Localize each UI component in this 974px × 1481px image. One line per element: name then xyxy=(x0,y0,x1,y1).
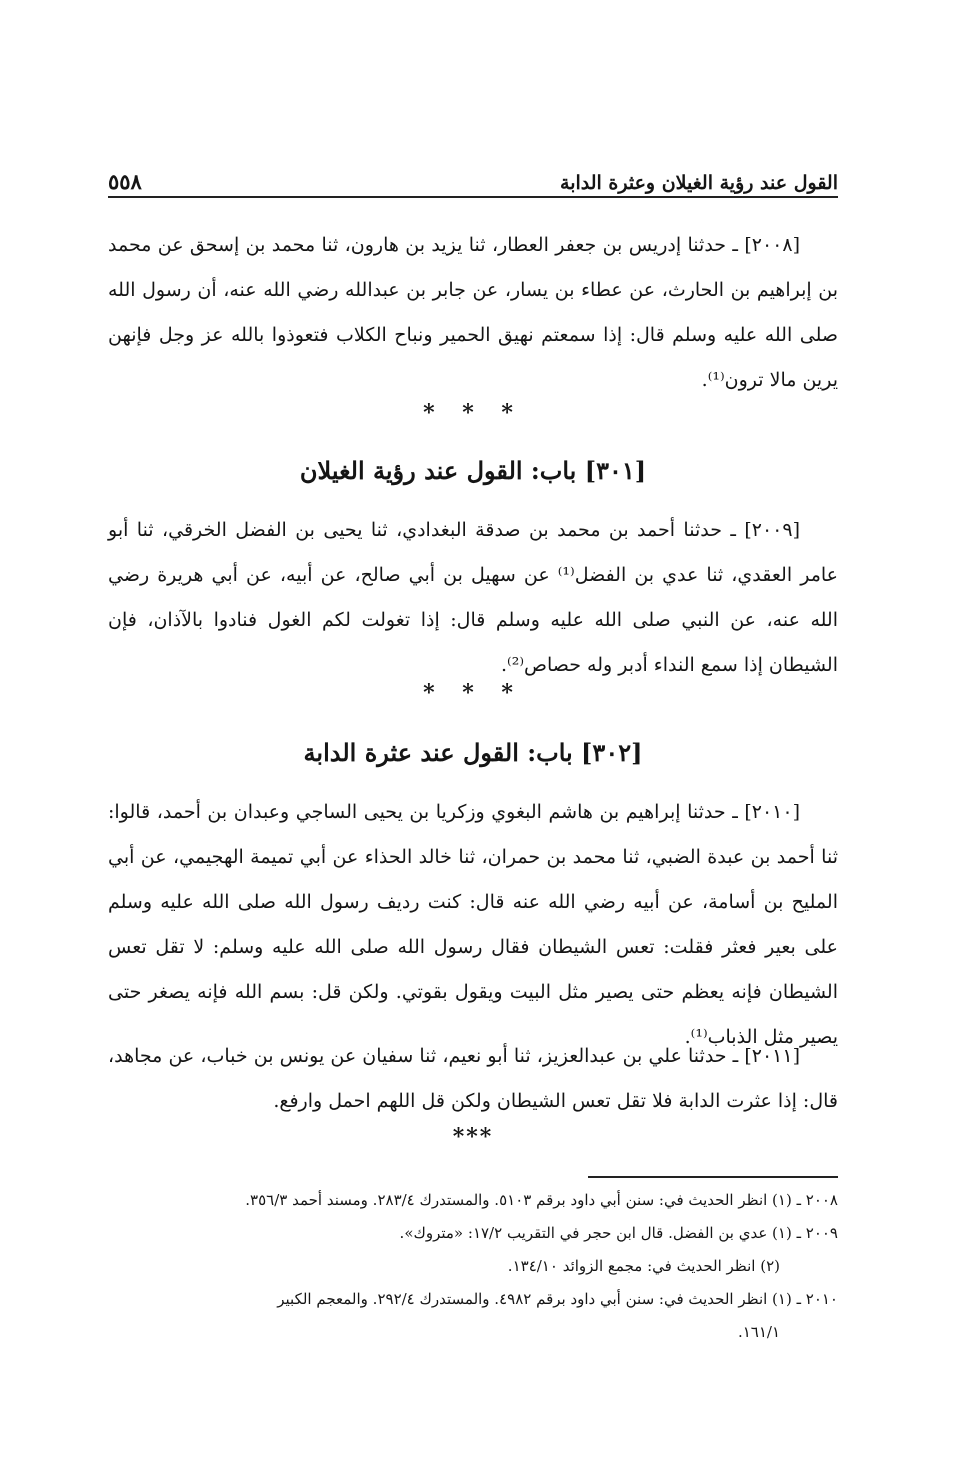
hadith-2008 xyxy=(108,223,838,403)
separator-3: *** xyxy=(452,1124,494,1150)
chapter-301-heading: [٣٠١] باب: القول عند رؤية الغيلان xyxy=(299,456,647,485)
separator-1: * * * xyxy=(423,400,523,426)
footnote-2010: ٢٠١٠ ـ (١) انظر الحديث في: سنن أبي داود برقم ٤٩٨٢. والمستدرك ٢٩٢/٤. والمعجم الكبير xyxy=(277,1290,838,1308)
hadith-2010 xyxy=(108,790,838,1060)
page-number: ٥٥٨ xyxy=(108,169,142,194)
header-rule xyxy=(108,196,838,198)
footnote-2010-continuation: ١٦١/١. xyxy=(737,1323,780,1341)
footnote-rule xyxy=(588,1176,838,1178)
separator-2: * * * xyxy=(423,680,523,706)
hadith-2008-text: [٢٠٠٨] ـ حدثنا إدريس بن جعفر العطار، ثنا يزيد بن هارون، ثنا محمد بن إسحق عن محمد بن إبراهيم بن الحارث، عن عطاء بن يسار، عن جابر بن عبدالله رضي الله عنه، أن رسول الله صلى الله عليه وسلم قال: إذا سمعتم نهيق الحمير ونباح الكلاب فتعوذوا بالله عز وجل فإنهن يرين مالا ترون⁽¹⁾. xyxy=(108,234,838,391)
hadith-2010-text: [٢٠١٠] ـ حدثنا إبراهيم بن هاشم البغوي وزكريا بن يحيى الساجي وعبدان بن أحمد، قالوا: ثنا أحمد بن عبدة الضبي، ثنا محمد بن حمران، ثنا خالد الحذاء عن أبي تميمة الهجيمي، عن أبي المليح بن أسامة، عن أبيه رضي الله عنه قال: كنت رديف رسول الله صلى الله عليه وسلم على بعير فعثر فقلت: تعس الشيطان فقال رسول الله صلى الله عليه وسلم: لا تقل تعس الشيطان فإنه يعظم حتى يصير مثل البيت ويقول بقوتي. ولكن قل: بسم الله فإنه يصغر حتى يصير مثل الذباب⁽¹⁾. xyxy=(108,801,838,1048)
footnote-2009-1: ٢٠٠٩ ـ (١) عدي بن الفضل. قال ابن حجر في التقريب ١٧/٢: «متروك». xyxy=(399,1224,838,1242)
hadith-2009-text: [٢٠٠٩] ـ حدثنا أحمد بن محمد بن صدقة البغدادي، ثنا يحيى بن الفضل الخرقي، ثنا أبو عامر العقدي، ثنا عدي بن الفضل⁽¹⁾ عن سهيل بن أبي صالح، عن أبيه، عن أبي هريرة رضي الله عنه، عن النبي صلى الله عليه وسلم قال: إذا تغولت لكم الغول فنادوا بالآذان، فإن الشيطان إذا سمع النداء أدبر وله حصاص⁽²⁾. xyxy=(108,519,838,676)
footnote-2008: ٢٠٠٨ ـ (١) انظر الحديث في: سنن أبي داود برقم ٥١٠٣. والمستدرك ٢٨٣/٤. ومسند أحمد ٣٥٦/٣. xyxy=(245,1191,838,1209)
footnotes xyxy=(108,1184,838,1349)
footnote-2009-2: (٢) انظر الحديث في: مجمع الزوائد ١٣٤/١٠. xyxy=(507,1257,780,1275)
chapter-302-heading: [٣٠٢] باب: القول عند عثرة الدابة xyxy=(303,738,643,767)
hadith-2011 xyxy=(108,1034,838,1124)
hadith-2011-text: [٢٠١١] ـ حدثنا علي بن عبدالعزيز، ثنا أبو نعيم، ثنا سفيان عن يونس بن خباب، عن مجاهد، قال: إذا عثرت الدابة فلا تقل تعس الشيطان ولكن قل اللهم احمل وارفع. xyxy=(108,1045,838,1112)
hadith-2009 xyxy=(108,508,838,688)
page-header xyxy=(108,158,838,194)
running-title: القول عند رؤية الغيلان وعثرة الدابة xyxy=(560,172,838,194)
